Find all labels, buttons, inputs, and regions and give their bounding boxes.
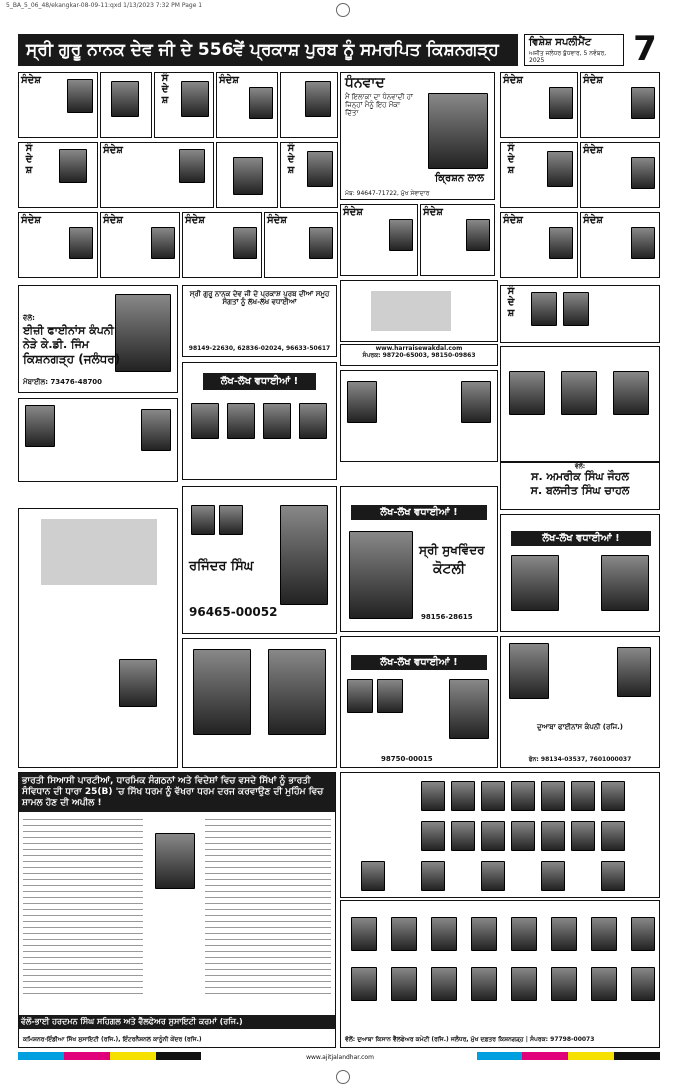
sandesh-label: ਸੰਦੇਸ਼ <box>103 145 123 156</box>
person-photo <box>509 371 545 415</box>
greeting-title: ਸ੍ਰੀ ਗੁਰੂ ਨਾਨਕ ਦੇਵ ਜੀ ਦੇ ਪ੍ਰਕਾਸ਼ ਪੁਰਬ ਦੀਆਂ ਸਮੂਹ ਸੰਗਤਾਂ ਨੂੰ ਲੱਖ-ਲੱਖ ਵਧਾਈਆਂ <box>189 290 330 306</box>
sandesh-grid-right <box>500 72 660 280</box>
lakh-vadhaiyan: ਲੱਖ-ਲੱਖ ਵਧਾਈਆਂ ! <box>351 505 487 520</box>
person-photo <box>233 227 257 259</box>
person-photo <box>631 87 655 119</box>
page-number: 7 <box>633 29 657 69</box>
article-headline: ਭਾਰਤੀ ਸਿਆਸੀ ਪਾਰਟੀਆਂ, ਧਾਰਮਿਕ ਸੰਗਠਨਾਂ ਅਤੇ ਵਿਦੇਸ਼ਾਂ ਵਿਚ ਵਸਦੇ ਸਿੱਖਾਂ ਨੂੰ ਭਾਰਤੀ ਸੰਵਿਧਾਨ ਦੀ ਧਾਰਾ 25(B) 'ਚ ਸਿੱਖ ਧਰਮ ਨੂੰ ਵੱਖਰਾ ਧਰਮ ਦਰਜ ਕਰਵਾਉਣ ਦੀ ਮੁਹਿੰਮ ਵਿਚ ਸ਼ਾਮਲ ਹੋਣ ਦੀ ਅਪੀਲ ! <box>19 773 335 812</box>
person-photo <box>347 381 377 423</box>
rajinder-singh-photo <box>280 505 328 605</box>
photo-grid-lower <box>340 900 660 1048</box>
person-photo <box>268 649 326 735</box>
person-photo <box>511 555 559 611</box>
doaba-name: ਦੁਆਬਾ ਫਾਈਨਾਂਸ ਕੰਪਨੀ (ਰਜਿ.) <box>536 723 623 731</box>
supplement-label: ਵਿਸ਼ੇਸ਼ ਸਪਲੀਮੈਂਟ <box>529 37 592 48</box>
person-photo <box>377 679 403 713</box>
from-label: ਵੱਲੋਂ: <box>574 463 586 470</box>
gurpurab-greeting-ad <box>182 285 337 357</box>
person-photo <box>69 227 93 259</box>
person-photo <box>191 403 219 439</box>
sandesh-label: ਸੰਦੇਸ਼ <box>103 215 123 226</box>
person-photo <box>111 81 139 117</box>
lakh-vadhaiyan: ਲੱਖ-ਲੱਖ ਵਧਾਈਆਂ ! <box>511 531 651 546</box>
sandesh-label: ਸੰਦੇਸ਼ <box>583 215 603 226</box>
person-photo <box>219 505 243 535</box>
article-footer-1: ਵੱਲੋਂ-ਭਾਈ ਹਰਦਮਨ ਸਿੰਘ ਸਹਿਗਲ ਅਤੇ ਵੈੱਲਫੇਅਰ ਸੁਸਾਇਟੀ ਕਰਮਾਂ (ਰਜਿ.) <box>19 1015 335 1029</box>
sukhwinder-name-1: ਸ੍ਰੀ ਸੁਖਵਿੰਦਰ <box>419 543 485 557</box>
sukhwinder-kotli-ad <box>340 486 498 632</box>
krishan-lal-photo <box>428 93 488 169</box>
bottom-center-phone: 98750-00015 <box>381 755 433 763</box>
advertiser-photo <box>115 294 171 372</box>
person-photo <box>561 371 597 415</box>
lakh-vadhaiyan: ਲੱਖ-ਲੱਖ ਵਧਾਈਆਂ ! <box>203 373 316 390</box>
easy-finance-ad <box>18 285 178 393</box>
sandesh-label: ਸੰਦੇਸ਼ <box>503 75 523 86</box>
sandesh-vertical: ਸੰ ਦੇ ਸ਼ <box>25 143 33 176</box>
author-photo <box>155 833 195 889</box>
sandesh-label: ਸੰਦੇਸ਼ <box>343 207 363 218</box>
article-footer-2: ਕਮਿਸ਼ਨਰ-ਇੰਡੀਆ ਸਿੱਖ ਸੁਸਾਇਟੀ (ਰਜਿ.), ਇੰਟਰਨੈਸ਼ਨਲ ਕਾਨੂੰਨੀ ਕੇਂਦਰ (ਰਜਿ.) <box>23 1036 202 1043</box>
dhanvaad-phone: ਮੋਬ: 94647-71722, ਮੁੱਖ ਸੇਵਾਦਾਰ <box>345 190 430 197</box>
sandesh-label: ਸੰਦੇਸ਼ <box>503 215 523 226</box>
doaba-finance-ad <box>500 636 660 768</box>
sukhwinder-name-2: ਕੋਟਲੀ <box>433 561 466 577</box>
person-photo <box>631 227 655 259</box>
amrik-baljeet-names <box>500 462 660 510</box>
article-text-col-2 <box>205 819 331 999</box>
registration-mark-bottom <box>336 1070 350 1084</box>
person-photo <box>307 151 333 187</box>
ad-town: ਕਿਸ਼ਨਗੜ੍ਹ (ਜਲੰਧਰ) <box>23 352 121 366</box>
appeal-article <box>18 772 336 1048</box>
sandesh-label: ਸੰਦੇਸ਼ <box>267 215 287 226</box>
photo-grid-upper <box>340 772 660 898</box>
person-photo <box>227 403 255 439</box>
person-photo <box>309 227 333 259</box>
person-photo <box>305 81 331 117</box>
sandesh-vertical: ਸੰ ਦੇ ਸ਼ <box>287 143 295 176</box>
person-photo <box>25 405 55 447</box>
lakh-vadhaiyan: ਲੱਖ-ਲੱਖ ਵਧਾਈਆਂ ! <box>351 655 487 670</box>
person-photo <box>466 219 490 251</box>
sandesh-label: ਸੰਦੇਸ਼ <box>219 75 239 86</box>
person-photo <box>549 87 573 119</box>
person-photo <box>549 227 573 259</box>
sandesh-grid-left <box>18 72 338 280</box>
person-photo <box>461 381 491 423</box>
sukhwinder-photo <box>349 531 413 619</box>
rajinder-phone: 96465-00052 <box>189 605 278 619</box>
sandesh-label: ਸੰਦੇਸ਼ <box>185 215 205 226</box>
person-photo <box>181 81 209 117</box>
two-person-ad <box>182 638 337 768</box>
person-photo <box>531 292 557 326</box>
dhanvaad-name: ਕ੍ਰਿਸ਼ਨ ਲਾਲ <box>434 173 484 184</box>
family-greeting-ad <box>182 362 337 480</box>
person-photo <box>617 647 651 697</box>
amrik-baljeet-ad <box>500 346 660 462</box>
person-photo <box>601 555 649 611</box>
person-photo <box>563 292 589 326</box>
website-phone: ਸੰਪਰਕ: 98720-65003, 98150-09863 <box>362 352 476 359</box>
family-greeting-right <box>500 514 660 632</box>
gurdwara-article-ad <box>18 508 178 768</box>
ad-address: ਨੇੜੇ ਕੇ.ਡੀ. ਜਿੰਮ <box>23 338 90 351</box>
sandesh-label: ਸੰਦੇਸ਼ <box>583 145 603 156</box>
person-photo <box>141 409 171 451</box>
website-url: www.harraisewakdal.com <box>375 345 463 352</box>
vadhaiyan-ad-left <box>18 398 178 482</box>
supplement-box <box>524 34 624 66</box>
gurdwara-ad <box>340 280 498 342</box>
sandesh-vertical: ਸੰ ਦੇ ਸ਼ <box>161 73 169 106</box>
name-line-1: ਸ. ਅਮਰੀਕ ਸਿੰਘ ਜੌਹਲ <box>531 470 629 483</box>
person-photo <box>233 157 263 195</box>
bottom-right-footer: ਵੱਲੋਂ: ਦੁਆਬਾ ਕਿਸਾਨ ਵੈੱਲਫੇਅਰ ਕਮੇਟੀ (ਰਜਿ.) ਜਲੰਧਰ, ਮੁੱਖ ਦਫ਼ਤਰ ਕਿਸ਼ਨਗੜ੍ਹ | ਸੰਪਰਕ: 97798-00073 <box>345 1036 595 1043</box>
dhanvaad-body: ਮੈਂ ਇਲਾਕਾ ਦਾ ਧੰਨਵਾਦੀ ਹਾਂ ਜਿਨ੍ਹਾਂ ਮੈਨੂੰ ਇਹ ਮੌਕਾ ਦਿੱਤਾ <box>345 93 413 117</box>
website-ad <box>340 344 498 366</box>
person-photo <box>547 151 573 187</box>
dhanvaad-title: ਧੰਨਵਾਦ <box>345 75 385 91</box>
ad-company: ਈਜ਼ੀ ਫਾਈਨਾਂਸ ਕੰਪਨੀ <box>23 324 114 337</box>
sandesh-vertical: ਸੰ ਦੇ ਸ਼ <box>507 286 515 319</box>
dhanvaad-box <box>340 72 495 200</box>
person-photo <box>249 87 273 119</box>
sukhwinder-phone: 98156-28615 <box>421 613 473 621</box>
person-photo <box>613 371 649 415</box>
person-photo <box>193 649 251 735</box>
person-photo <box>389 219 413 251</box>
person-photo <box>191 505 215 535</box>
sandesh-label: ਸੰਦੇਸ਼ <box>21 75 41 86</box>
person-photo <box>299 403 327 439</box>
ad-from: ਵੱਲੋਂ: <box>23 314 35 322</box>
sandesh-label: ਸੰਦੇਸ਼ <box>423 207 443 218</box>
footer-site: www.ajitjalandhar.com <box>306 1054 374 1061</box>
sangat-greeting-ad <box>340 370 498 462</box>
issue-date: ਅਜੀਤ ਜਲੰਧਰ ਬੁੱਧਵਾਰ, 5 ਨਵੰਬਰ, 2025 <box>529 50 607 64</box>
gurdwara-image <box>41 519 157 585</box>
doaba-phone: ਫੋਨ: 98134-03537, 7601000037 <box>528 756 632 763</box>
article-text-col-1 <box>23 819 143 999</box>
rajinder-name: ਰਜਿੰਦਰ ਸਿੰਘ <box>189 559 254 574</box>
sandesh-label: ਸੰਦੇਸ਼ <box>583 75 603 86</box>
page-title: ਸ੍ਰੀ ਗੁਰੂ ਨਾਨਕ ਦੇਵ ਜੀ ਦੇ 556ਵੇਂ ਪ੍ਰਕਾਸ਼ ਪੁਰਬ ਨੂੰ ਸਮਰਪਿਤ ਕਿਸ਼ਨਗੜ੍ਹ <box>18 34 518 66</box>
person-photo <box>449 679 489 739</box>
person-photo <box>119 659 157 707</box>
gurdwara-image <box>371 291 451 331</box>
person-photo <box>263 403 291 439</box>
greeting-phone: 98149-22630, 62836-02024, 96633-50617 <box>188 345 331 352</box>
sandesh-vertical: ਸੰ ਦੇ ਸ਼ <box>507 143 515 176</box>
person-photo <box>151 227 175 259</box>
person-photo <box>631 157 655 189</box>
sandesh-label: ਸੰਦੇਸ਼ <box>21 215 41 226</box>
name-line-2: ਸ. ਬਲਜੀਤ ਸਿੰਘ ਚਾਹਲ <box>530 484 630 497</box>
slug-line: 5_BA_5_06_48/ekangkar-08-09-11:qxd 1/13/2023 7:32 PM Page 1 <box>6 2 203 9</box>
person-photo <box>347 679 373 713</box>
ad-phone: ਮੋਬਾਈਲ: 73476-48700 <box>23 378 103 386</box>
person-photo <box>67 79 93 113</box>
person-photo <box>179 149 205 183</box>
person-photo <box>509 643 549 699</box>
person-photo <box>59 149 87 183</box>
rajinder-singh-ad <box>182 486 337 634</box>
vadhaiyan-multi-ad <box>340 636 498 768</box>
